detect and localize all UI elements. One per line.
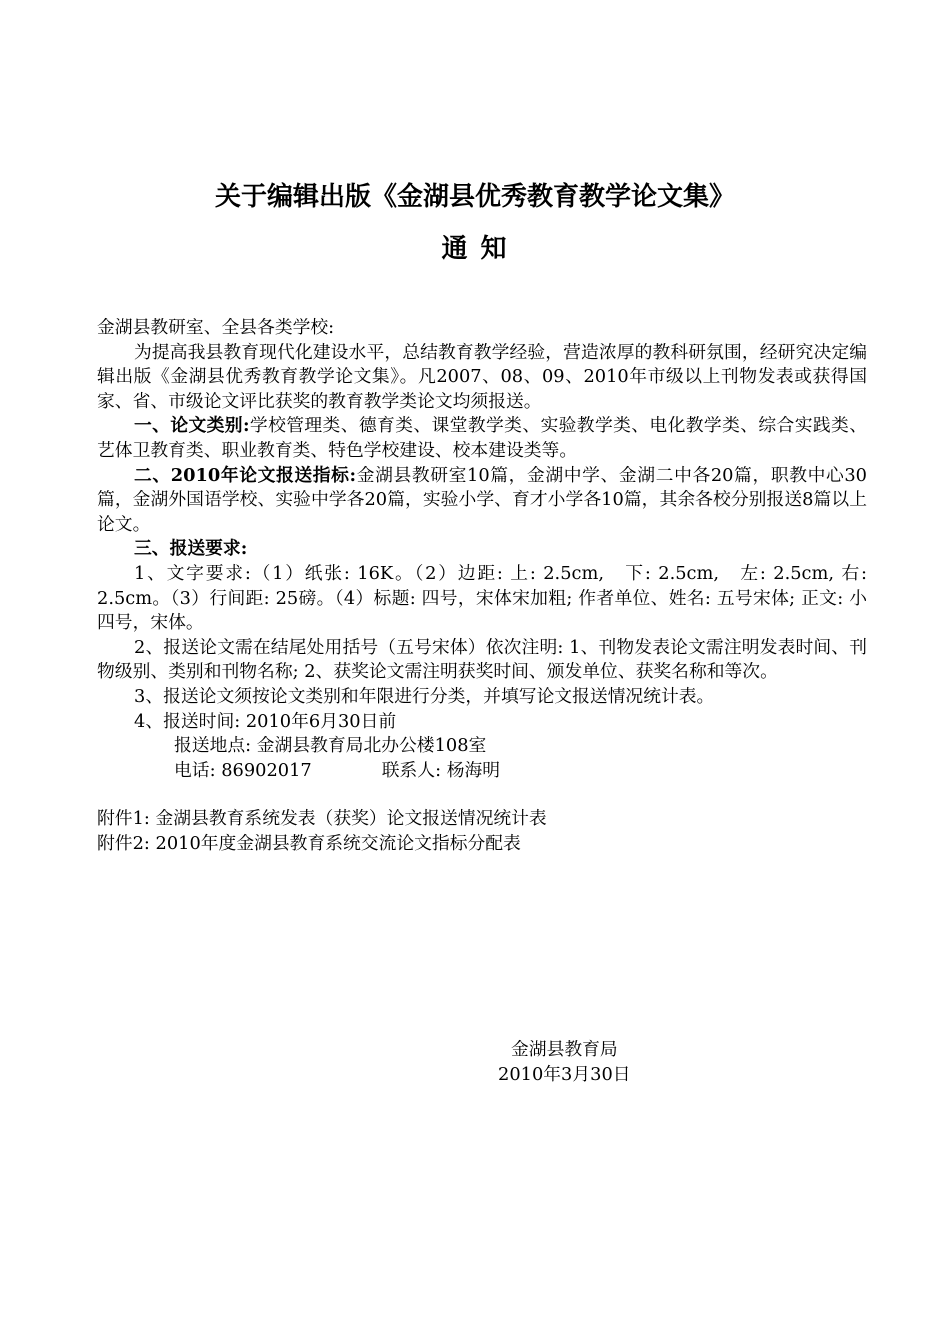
section-requirements-heading: 三、报送要求:: [134, 538, 248, 560]
salutation: 金湖县教研室、全县各类学校:: [97, 317, 335, 338]
document-title: 关于编辑出版《金湖县优秀教育教学论文集》: [214, 182, 735, 212]
signature-date: 2010年3月30日: [498, 1064, 631, 1085]
phone-number: 电话: 86902017: [174, 759, 312, 781]
submission-place: 报送地点: 金湖县教育局北办公楼108室: [174, 735, 487, 757]
requirement-item: 2、报送论文需在结尾处用括号（五号宋体）依次注明: 1、刊物发表论文需注明发表时间、刊物级别、类别和刊物名称; 2、获奖论文需注明获奖时间、颁发单位、获奖名称和等次。: [97, 636, 867, 683]
section-heading: 一、论文类别:: [134, 415, 250, 437]
requirement-item: 4、报送时间: 2010年6月30日前: [134, 710, 397, 732]
section-categories: [97, 414, 867, 463]
requirement-item: 3、报送论文须按论文类别和年限进行分类，并填写论文报送情况统计表。: [134, 685, 715, 707]
signature-org: 金湖县教育局: [511, 1039, 618, 1060]
section-quota: [97, 464, 867, 538]
requirement-item: 1、文字要求:（1）纸张: 16K。（2）边距: 上: 2.5cm, 下: 2.5cm, 左: 2.5cm, 右: 2.5cm。（3）行间距: 25磅。（4）标题: 四号，宋体宋加粗; 作者单位、姓名: 五号宋体; 正文: 小四号，宋体。: [97, 562, 867, 634]
section-text: 金湖县教研室10篇，金湖中学、金湖二中各20篇，职教中心30篇，金湖外国语学校、实验中学各20篇，实验小学、育才小学各10篇，其余各校分别报送8篇以上论文。: [97, 464, 867, 535]
contact-line: [97, 759, 867, 784]
section-heading: 二、2010年论文报送指标:: [134, 464, 357, 486]
document-body: [97, 316, 867, 856]
attachment-item: 附件2: 2010年度金湖县教育系统交流论文指标分配表: [97, 832, 521, 854]
attachment-item: 附件1: 金湖县教育系统发表（获奖）论文报送情况统计表: [97, 808, 547, 830]
notice-heading: 通 知: [441, 234, 509, 264]
intro-paragraph: 为提高我县教育现代化建设水平，总结教育教学经验，营造浓厚的教科研氛围，经研究决定编辑出版《金湖县优秀教育教学论文集》。凡2007、08、09、2010年市级以上刊物发表或获得国家、省、市级论文评比获奖的教育教学类论文均须报送。: [97, 341, 867, 412]
section-text: 学校管理类、德育类、课堂教学类、实验教学类、电化教学类、综合实践类、艺体卫教育类、职业教育类、特色学校建设、校本建设类等。: [97, 415, 867, 461]
contact-person: 联系人: 杨海明: [381, 759, 501, 781]
